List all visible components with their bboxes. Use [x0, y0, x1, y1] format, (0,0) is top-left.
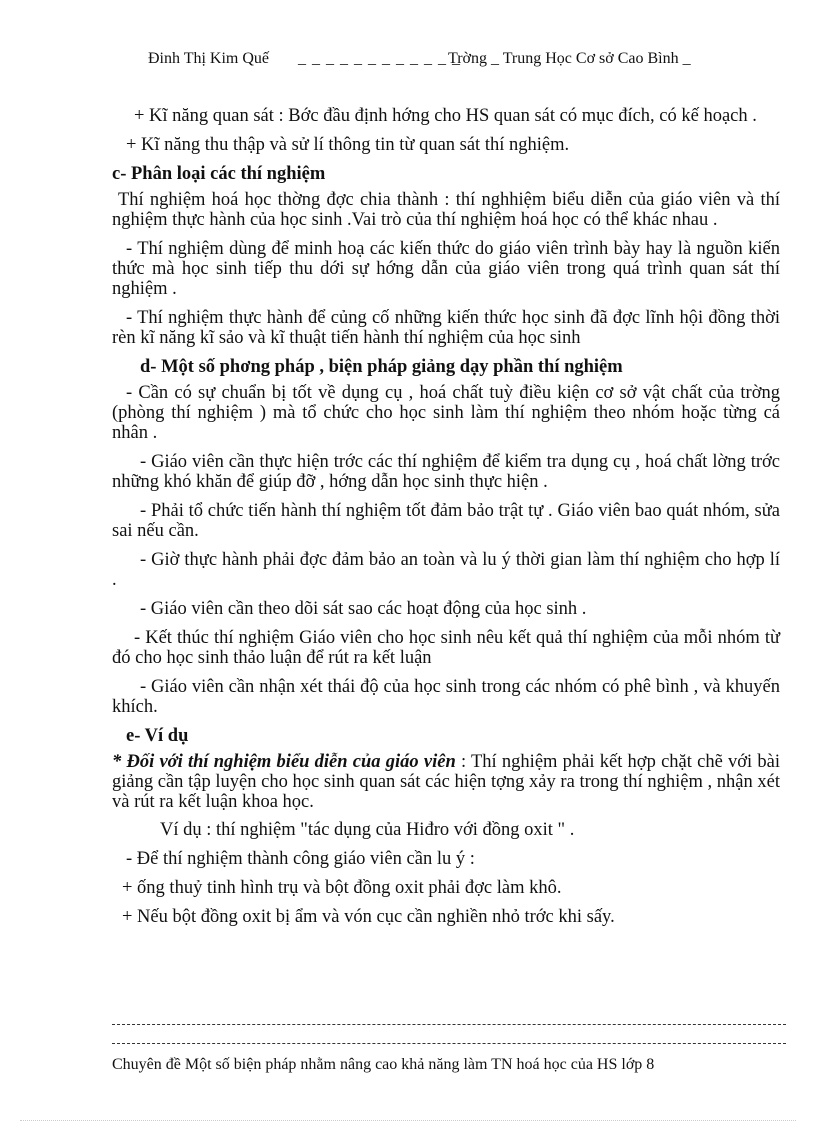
paragraph-demo-experiment: - Thí nghiệm dùng để minh hoạ các kiến thức do giáo viên trình bày hay là nguồn kiến thức mà học sinh tiếp thu dới sự hớng dẫn của giáo viên trong quá trình quan sát thí nghiệm .	[112, 239, 780, 299]
paragraph-practice-experiment: - Thí nghiệm thực hành để củng cố những kiến thức học sinh đã đợc lĩnh hội đồng thời rèn kĩ năng kĩ sảo và kĩ thuật tiến hành thí nghiệm của học sinh	[112, 308, 780, 348]
paragraph-conclusion: - Kết thúc thí nghiệm Giáo viên cho học sinh nêu kết quả thí nghiệm của mỗi nhóm từ đó cho học sinh thảo luận để rút ra kết luận	[112, 628, 780, 668]
example-line-2: - Để thí nghiệm thành công giáo viên cần lu ý :	[126, 849, 475, 869]
example-text: : Thí nghiệm phải kết hợp chặt chẽ với bài giảng cần tập luyện cho học sinh quan sát các hiện tợng xảy ra trong thí nghiệm , nhận xét và rút ra kết luận khoa học.	[112, 752, 781, 812]
header-filler: _ _ _ _ _ _ _ _ _ _ _ _	[298, 50, 461, 67]
paragraph-organize: - Phải tổ chức tiến hành thí nghiệm tốt đảm bảo trật tự . Giáo viên bao quát nhóm, sửa sai nếu cần.	[112, 501, 780, 541]
paragraph-example-intro	[112, 752, 780, 812]
paragraph-observation-skill: + Kĩ năng quan sát : Bớc đầu định hớng cho HS quan sát có mục đích, có kế hoạch .	[134, 106, 757, 126]
document-body	[112, 106, 780, 936]
page-bottom-border	[20, 1120, 796, 1121]
paragraph-feedback: - Giáo viên cần nhận xét thái độ của học sinh trong các nhóm có phê bình , và khuyến khích.	[112, 677, 780, 717]
section-heading-c: c- Phân loại các thí nghiệm	[112, 164, 326, 184]
paragraph-teacher-prepare: - Giáo viên cần thực hiện trớc các thí nghiệm để kiểm tra dụng cụ , hoá chất lờng trớc những khó khăn để giúp đỡ , hớng dẫn học sinh thực hiện .	[112, 452, 780, 492]
paragraph-info-skill: + Kĩ năng thu thập và sử lí thông tin từ quan sát thí nghiệm.	[126, 135, 570, 155]
header-school: Trờng _ Trung Học Cơ sở Cao Bình _	[448, 50, 691, 67]
example-line-4: + Nếu bột đồng oxit bị ẩm và vón cục cần nghiền nhỏ trớc khi sấy.	[122, 907, 615, 927]
dashed-line-2	[112, 1043, 786, 1044]
paragraph-classification: Thí nghiệm hoá học thờng đợc chia thành : thí nghhiệm biểu diễn của giáo viên và thí nghiệm thực hành của học sinh .Vai trò của thí nghiệm hoá học có thể khác nhau .	[112, 190, 780, 230]
section-heading-d: d- Một số phơng pháp , biện pháp giảng dạy phần thí nghiệm	[140, 357, 623, 377]
example-lead: * Đối với thí nghiệm biểu diễn của giáo viên	[112, 752, 456, 772]
example-line-1: Ví dụ : thí nghiệm "tác dụng của Hiđro với đồng oxit " .	[160, 820, 575, 840]
paragraph-safety: - Giờ thực hành phải đợc đảm bảo an toàn và lu ý thời gian làm thí nghiệm cho hợp lí .	[112, 550, 780, 590]
header-author: Đinh Thị Kim Quế	[148, 50, 270, 67]
paragraph-preparation: - Cần có sự chuẩn bị tốt về dụng cụ , hoá chất tuỳ điều kiện cơ sở vật chất của trờng (phòng thí nghiệm ) mà tổ chức cho học sinh làm thí nghiệm theo nhóm hoặc từng cá nhân .	[112, 383, 780, 443]
section-heading-e: e- Ví dụ	[126, 726, 189, 746]
example-line-3: + ống thuỷ tinh hình trụ và bột đồng oxit phải đợc làm khô.	[122, 878, 562, 898]
paragraph-monitor: - Giáo viên cần theo dõi sát sao các hoạt động của học sinh .	[140, 599, 587, 619]
dashed-line-1	[112, 1024, 786, 1025]
page-footer: Chuyên đề Một số biện pháp nhằm nâng cao khả năng làm TN hoá học của HS lớp 8	[112, 1056, 655, 1073]
